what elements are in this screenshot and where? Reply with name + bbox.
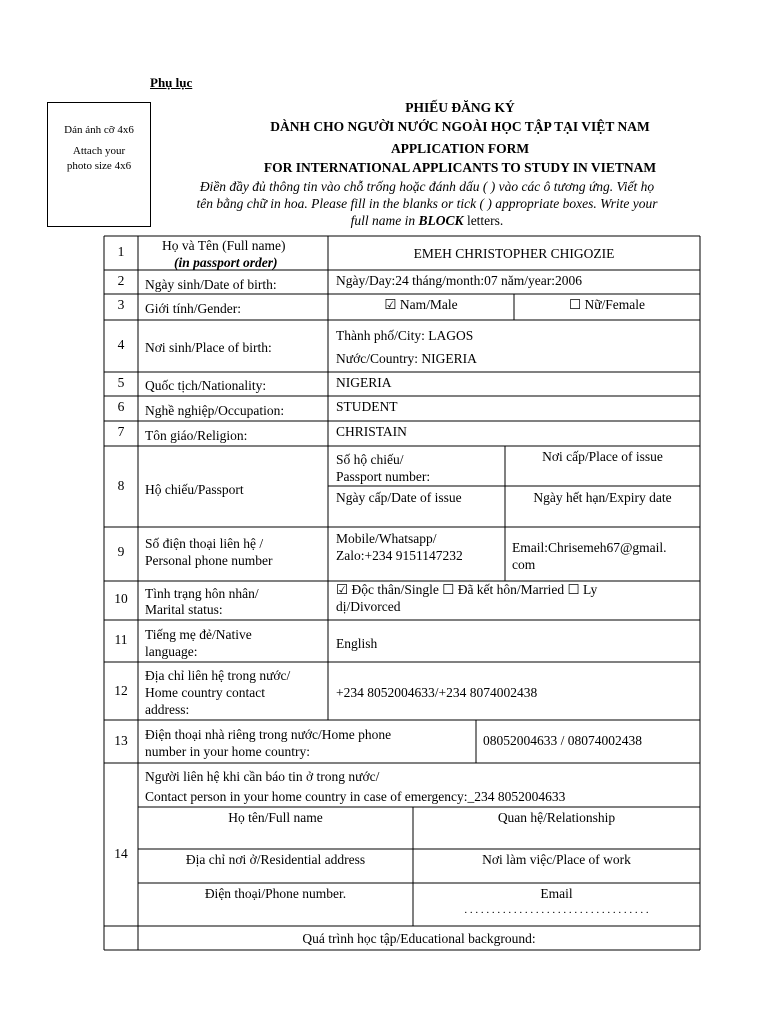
passport-place-of-issue-label: Nơi cấp/Place of issue (542, 449, 663, 464)
row-12-number: 12 (114, 683, 128, 698)
home-phone-value[interactable]: 08052004633 / 08074002438 (483, 733, 643, 748)
row-1-number: 1 (117, 244, 125, 259)
appendix-label: Phụ lục (150, 75, 193, 90)
row-7-number: 7 (117, 424, 125, 439)
instructions (152, 178, 702, 229)
occupation-value[interactable]: STUDENT (336, 399, 398, 414)
native-language-value[interactable]: English (336, 636, 378, 651)
title-vi-1: PHIẾU ĐĂNG KÝ (405, 100, 515, 115)
title-en-1: APPLICATION FORM (390, 141, 530, 156)
row-2-number: 2 (117, 273, 125, 288)
instructions-line-1: Điền đầy đủ thông tin vào chỗ trống hoặc đánh dấu ( ) vào các ô tương ứng. Viết họ (199, 179, 655, 194)
marital-options-cont: dị/Divorced (336, 599, 401, 614)
form-title (160, 98, 760, 177)
gender-male-checkbox[interactable]: ☑ Nam/Male (384, 297, 458, 312)
home-address-value[interactable]: +234 8052004633/+234 8074002438 (336, 685, 538, 700)
gender-label: Giới tính/Gender: (145, 301, 241, 316)
home-phone-label-2: number in your home country: (145, 744, 310, 759)
title-en-2: FOR INTERNATIONAL APPLICANTS TO STUDY IN VIETNAM (263, 160, 657, 175)
passport-expiry-date-label: Ngày hết hạn/Expiry date (533, 490, 672, 505)
mobile-value[interactable]: Zalo:+234 9151147232 (336, 548, 463, 563)
photo-label-en-2: photo size 4x6 (66, 160, 132, 172)
religion-label: Tôn giáo/Religion: (145, 428, 248, 443)
nationality-value[interactable]: NIGERIA (336, 375, 392, 390)
email-value-cont: com (512, 557, 536, 572)
instructions-line-2: tên bằng chữ in hoa. Please fill in the blanks or tick ( ) appropriate boxes. Write your (196, 196, 658, 211)
phone-label-2: Personal phone number (145, 553, 273, 568)
gender-female-checkbox[interactable]: ☐ Nữ/Female (568, 297, 646, 312)
email-value[interactable]: Email:Chrisemeh67@gmail. (512, 540, 667, 555)
marital-label-1: Tình trạng hôn nhân/ (145, 586, 259, 601)
row-5-number: 5 (117, 375, 125, 390)
emergency-label-2[interactable]: Contact person in your home country in case of emergency:_234 8052004633 (145, 789, 566, 804)
emergency-email-dotted-line[interactable]: . . . . . . . . . . . . . . . . . . . . . . . . . . . . . . . . . . (464, 904, 649, 916)
passport-number-label-2: Passport number: (336, 469, 431, 484)
emergency-workplace-label: Nơi làm việc/Place of work (482, 852, 631, 867)
emergency-phone-label: Điện thoại/Phone number. (204, 886, 347, 901)
emergency-relationship-label: Quan hệ/Relationship (497, 810, 616, 825)
passport-number-label-1: Số hộ chiếu/ (336, 452, 404, 467)
full-name-label: Họ và Tên (Full name) (162, 238, 286, 253)
birth-country-value[interactable]: Nước/Country: NIGERIA (336, 351, 477, 366)
row-10-number: 10 (114, 591, 128, 606)
row-4-number: 4 (117, 337, 125, 352)
native-language-label-1: Tiếng mẹ đẻ/Native (145, 627, 252, 642)
full-name-value[interactable]: EMEH CHRISTOPHER CHIGOZIE (413, 246, 615, 261)
religion-value[interactable]: CHRISTAIN (336, 424, 407, 439)
emergency-fullname-label: Họ tên/Full name (228, 810, 323, 825)
marital-label-2: Marital status: (145, 602, 223, 617)
dob-label: Ngày sinh/Date of birth: (145, 277, 277, 292)
full-name-sublabel: (in passport order) (174, 255, 278, 270)
phone-label-1: Số điện thoại liên hệ / (145, 536, 264, 551)
home-address-label-2: Home country contact (145, 685, 265, 700)
emergency-label-1: Người liên hệ khi cần báo tin ở trong nước/ (145, 769, 380, 784)
passport-label: Hộ chiếu/Passport (145, 482, 244, 497)
native-language-label-2: language: (145, 644, 198, 659)
marital-options[interactable]: ☑ Độc thân/Single ☐ Đã kết hôn/Married ☐ Ly (336, 582, 598, 597)
mobile-label: Mobile/Whatsapp/ (336, 531, 437, 546)
nationality-label: Quốc tịch/Nationality: (145, 378, 267, 393)
row-11-number: 11 (114, 632, 128, 647)
occupation-label: Nghề nghiệp/Occupation: (145, 403, 285, 418)
instructions-block-word: BLOCK (418, 213, 464, 228)
photo-label-en-1: Attach your (72, 145, 126, 157)
title-vi-2: DÀNH CHO NGƯỜI NƯỚC NGOÀI HỌC TẬP TẠI VIỆT NAM (270, 119, 650, 134)
passport-issue-date-label: Ngày cấp/Date of issue (336, 490, 462, 505)
place-of-birth-label: Nơi sinh/Place of birth: (145, 340, 272, 355)
education-background-label: Quá trình học tập/Educational background: (302, 931, 536, 946)
row-8-number: 8 (117, 478, 125, 493)
row-3-number: 3 (117, 297, 125, 312)
home-phone-label-1: Điện thoại nhà riêng trong nước/Home phone (145, 727, 392, 742)
emergency-email-label: Email (540, 886, 573, 901)
row-9-number: 9 (117, 544, 125, 559)
instructions-line-3c: letters. (463, 213, 504, 228)
photo-placeholder[interactable] (47, 102, 151, 227)
birth-city-value[interactable]: Thành phố/City: LAGOS (336, 328, 474, 343)
photo-label-vi: Dán ảnh cỡ 4x6 (64, 124, 134, 136)
home-address-label-1: Địa chỉ liên hệ trong nước/ (145, 668, 291, 683)
home-address-label-3: address: (145, 702, 190, 717)
row-14-number: 14 (114, 846, 128, 861)
instructions-line-3a: full name in (350, 213, 419, 228)
dob-value[interactable]: Ngày/Day:24 tháng/month:07 năm/year:2006 (336, 273, 582, 288)
row-13-number: 13 (114, 733, 128, 748)
emergency-address-label: Địa chỉ nơi ở/Residential address (185, 852, 366, 867)
row-6-number: 6 (117, 399, 125, 414)
